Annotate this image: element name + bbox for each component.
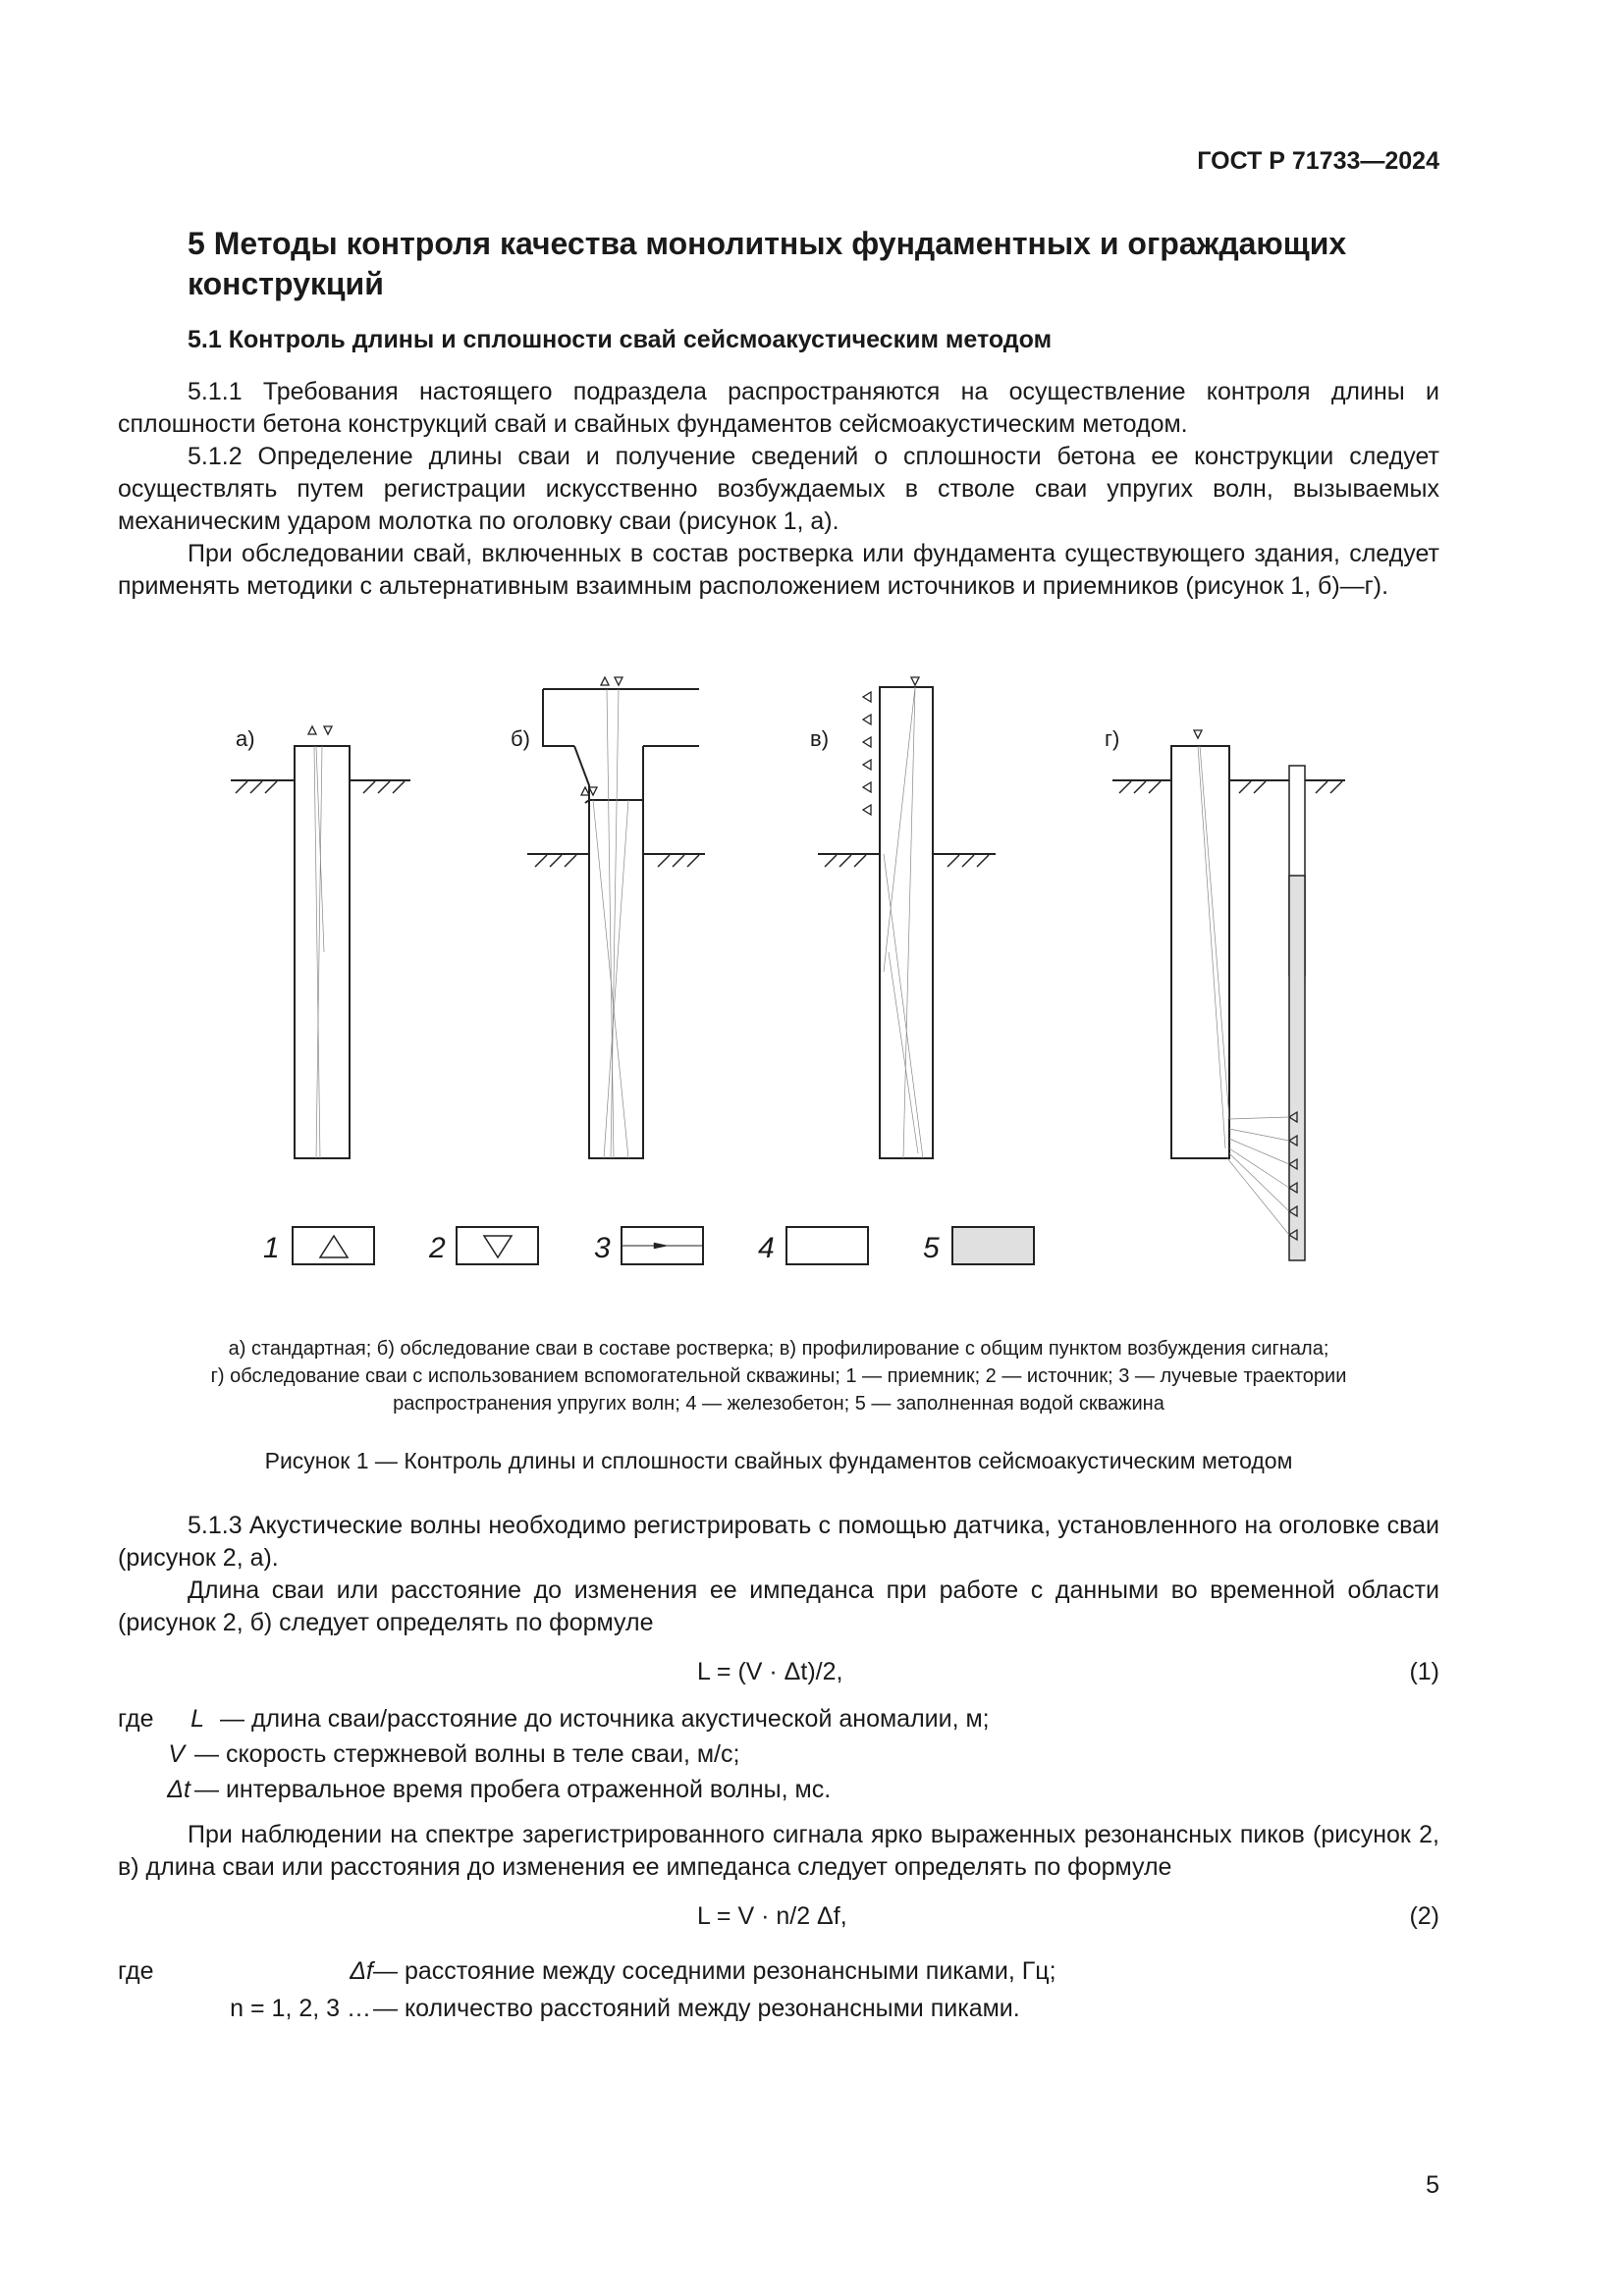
- def-text: — количество расстояний между резонансными пиками.: [373, 1995, 1020, 2022]
- section-title: 5 Методы контроля качества монолитных фундаментных и ограждающих конструкций: [188, 226, 1347, 301]
- legend-number-4: 4: [758, 1232, 775, 1264]
- legend-number-5: 5: [923, 1232, 940, 1264]
- panel-label-v: в): [810, 726, 830, 751]
- caption-line: г) обследование сваи с использованием вспомогательной скважины; 1 — приемник; 2 — источник; 3 — лучевые траектории: [210, 1365, 1347, 1387]
- where-label-1: где: [118, 1705, 154, 1733]
- def-text: — интервальное время пробега отраженной волны, мс.: [194, 1776, 832, 1803]
- panel-v: [818, 677, 996, 1158]
- paragraph-5-1-2-b: При обследовании свай, включенных в состав ростверка или фундамента существующего здания, следует применять методики с альтернативным взаимным расположением источников и приемников (рисунок 1, б)—г).: [118, 540, 1439, 600]
- def-symbol: L: [190, 1705, 204, 1733]
- legend-number-2: 2: [429, 1232, 446, 1264]
- panel-label-a: а): [236, 726, 255, 751]
- def-symbol: Δf: [350, 1957, 373, 1985]
- def-symbol: Δt: [167, 1776, 190, 1803]
- subsection-title: 5.1 Контроль длины и сплошности свай сейсмоакустическим методом: [188, 326, 1053, 353]
- caption-line: а) стандартная; б) обследование сваи в составе ростверка; в) профилирование с общим пунктом возбуждения сигнала;: [228, 1338, 1329, 1360]
- paragraph-5-1-3-b: Длина сваи или расстояние до изменения ее импеданса при работе с данными во временной области (рисунок 2, б) следует определять по формуле: [118, 1576, 1439, 1636]
- def-text: — расстояние между соседними резонансными пиками, Гц;: [373, 1957, 1056, 1985]
- def-text: — длина сваи/расстояние до источника акустической аномалии, м;: [220, 1705, 990, 1733]
- formula-1-number: (1): [1409, 1658, 1439, 1685]
- figure-1-title: Рисунок 1 — Контроль длины и сплошности свайных фундаментов сейсмоакустическим методом: [264, 1448, 1293, 1473]
- paragraph-5-1-3-c: При наблюдении на спектре зарегистрированного сигнала ярко выраженных резонансных пиков (рисунок 2, в) длина сваи или расстояния до изменения ее импеданса следует определять по формуле: [118, 1821, 1439, 1881]
- document-code: ГОСТ Р 71733—2024: [1197, 147, 1439, 175]
- paragraph-5-1-3: 5.1.3 Акустические волны необходимо регистрировать с помощью датчика, установленного на оголовке сваи (рисунок 2, а).: [118, 1512, 1439, 1572]
- panel-a: [231, 726, 410, 1158]
- paragraph-5-1-1: 5.1.1 Требования настоящего подраздела распространяются на осуществление контроля длины и сплошности бетона конструкций свай и свайных фундаментов сейсмоакустическим методом.: [118, 378, 1439, 438]
- caption-line: распространения упругих волн; 4 — железобетон; 5 — заполненная водой скважина: [393, 1393, 1164, 1415]
- panel-g: [1112, 730, 1345, 1260]
- panel-label-b: б): [511, 726, 530, 751]
- formula-2-number: (2): [1409, 1902, 1439, 1930]
- def-text: — скорость стержневой волны в теле сваи, м/с;: [194, 1740, 740, 1768]
- paragraph-5-1-2: 5.1.2 Определение длины сваи и получение сведений о сплошности бетона ее конструкции следует осуществлять путем регистрации искусственно возбуждаемых в стволе сваи упругих волн, вызываемых механическим ударом молотка по оголовку сваи (рисунок 1, а).: [118, 443, 1439, 535]
- figure-1-diagram: [0, 658, 1624, 1315]
- formula-2: L = V · n/2 Δf,: [697, 1902, 847, 1930]
- def-symbol: V: [168, 1740, 185, 1768]
- def-symbol: n = 1, 2, 3 …: [230, 1995, 371, 2022]
- panel-b: [527, 677, 705, 1158]
- panel-label-g: г): [1105, 726, 1120, 751]
- page-number: 5: [1426, 2171, 1439, 2199]
- figure-1-caption: [118, 1335, 1439, 1417]
- legend-number-3: 3: [594, 1232, 611, 1264]
- formula-1: L = (V · Δt)/2,: [697, 1658, 843, 1685]
- legend-number-1: 1: [263, 1232, 280, 1264]
- where-label-2: где: [118, 1957, 154, 1985]
